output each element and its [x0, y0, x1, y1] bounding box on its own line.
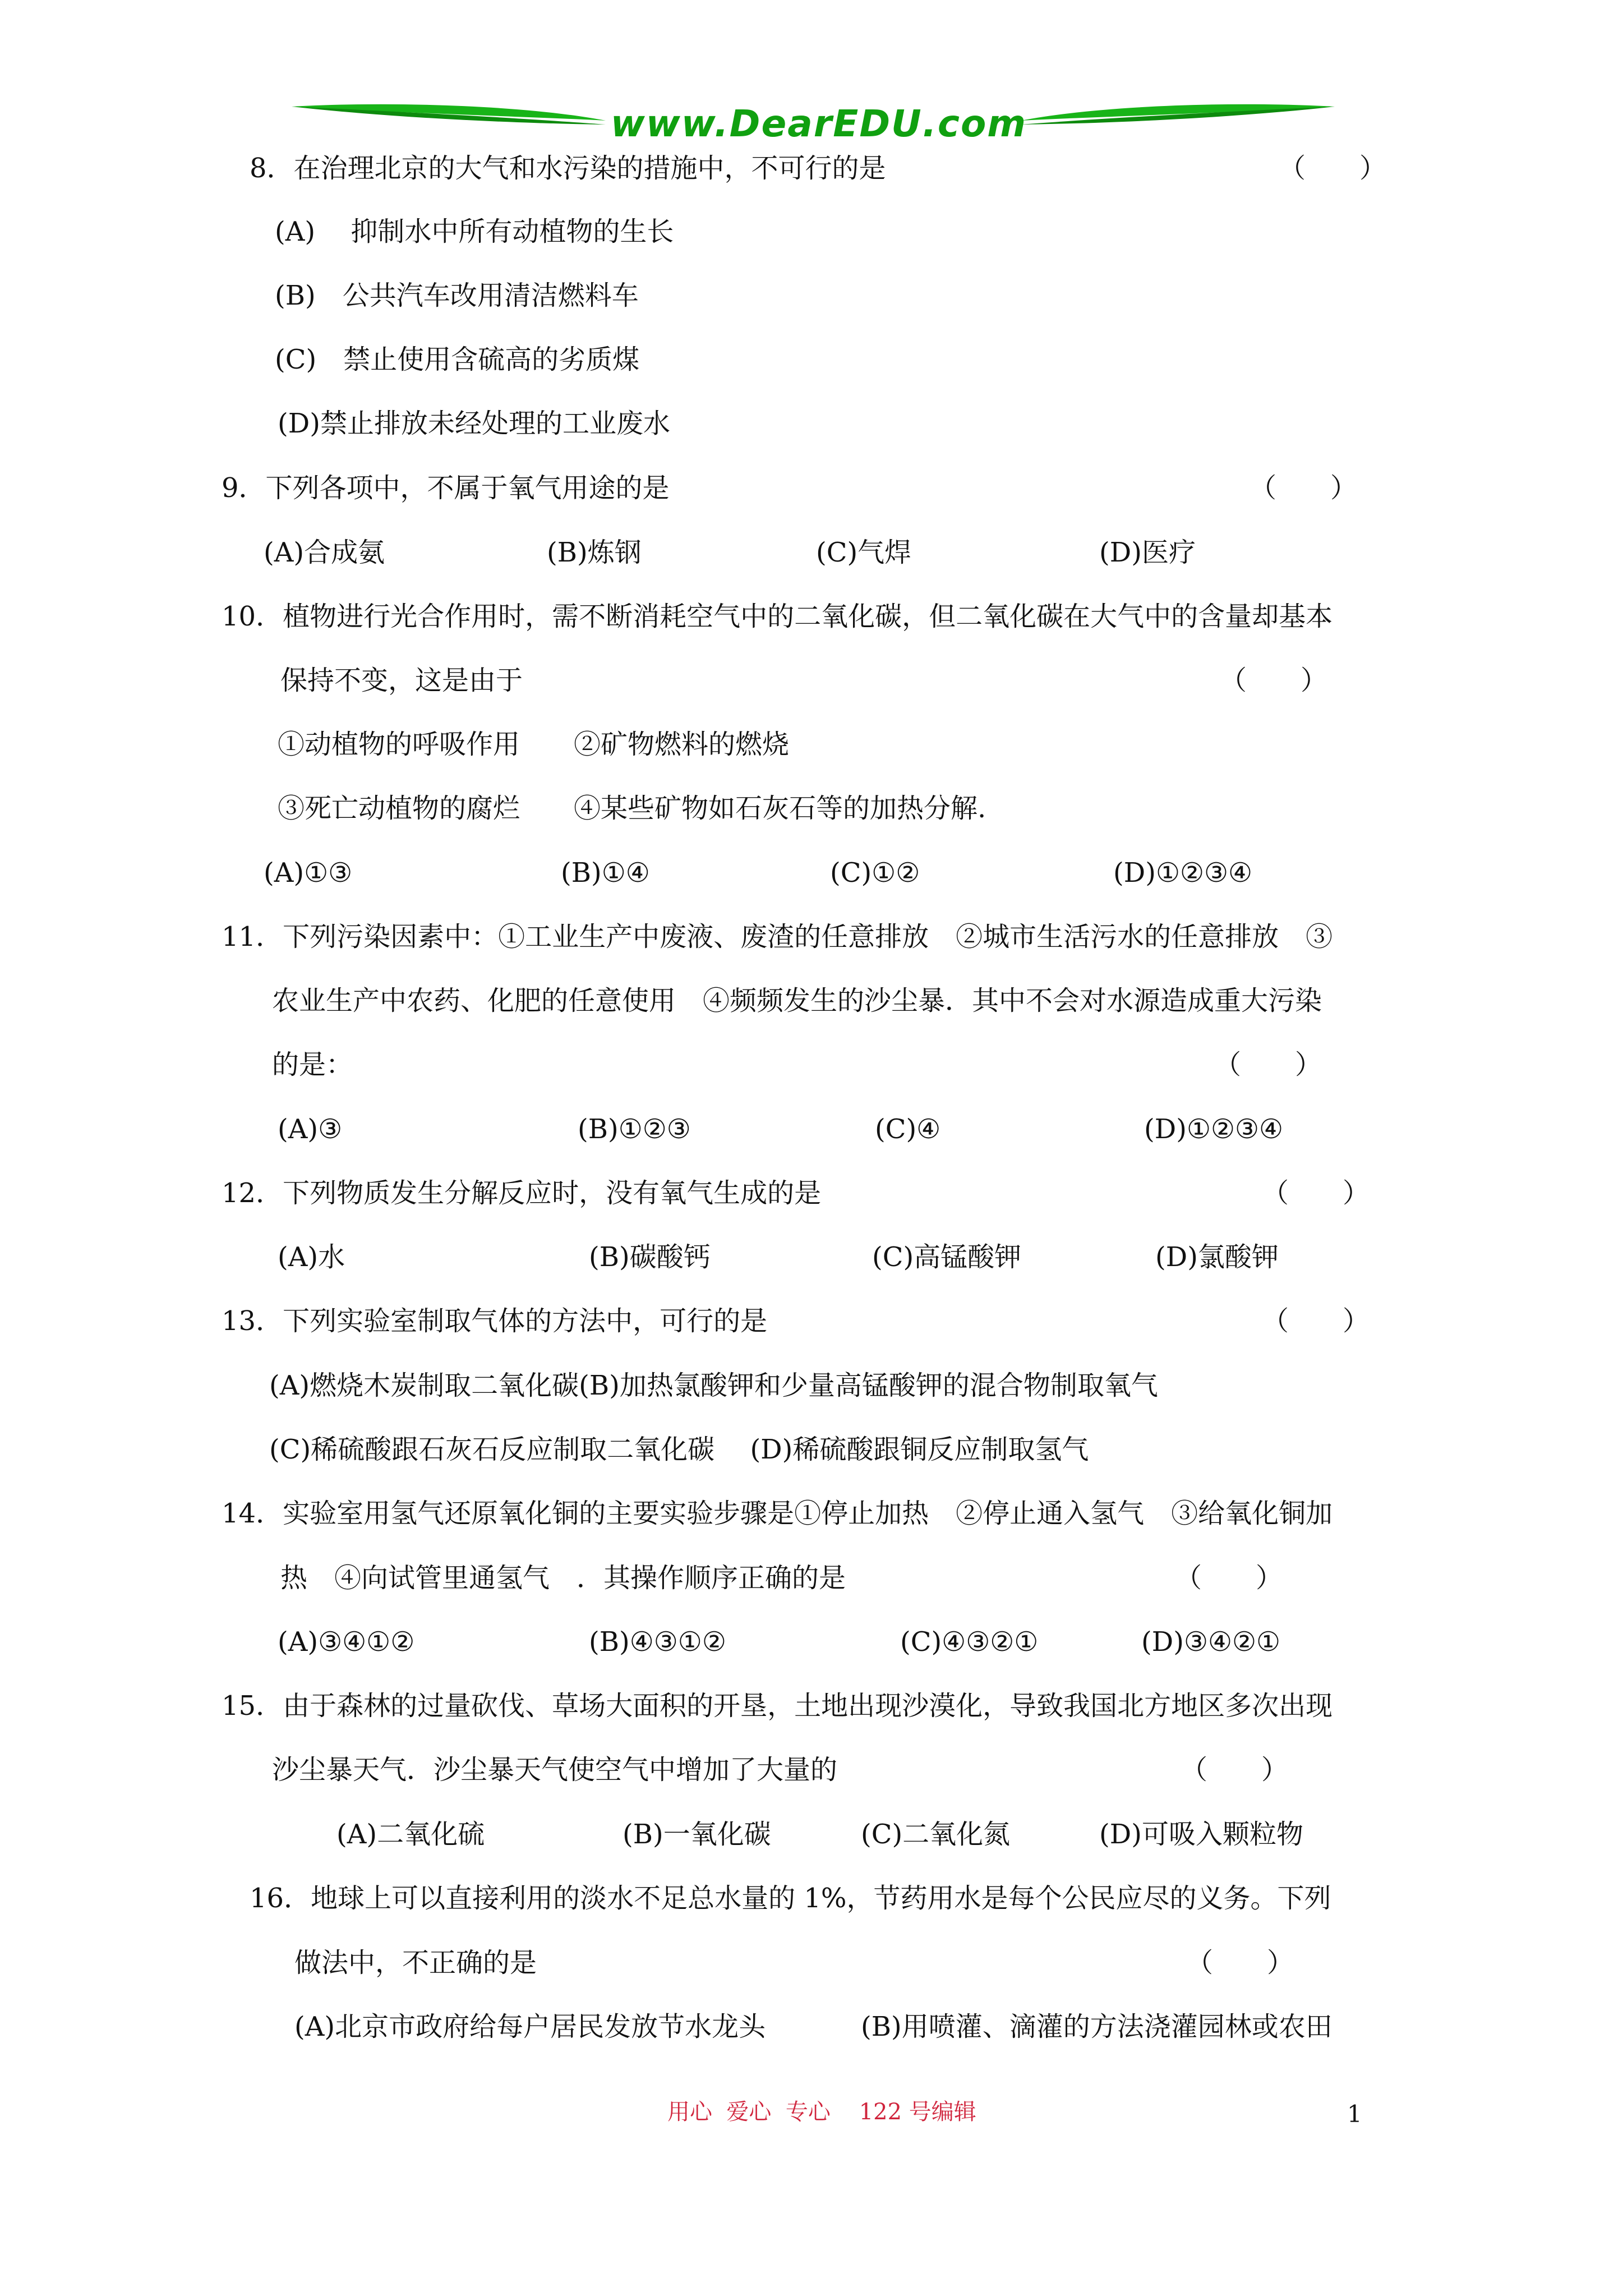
- q15-answer-paren: （ ）: [1181, 1754, 1289, 1786]
- logo-text: www.DearEDU.com: [610, 102, 1027, 145]
- q10-option-d: (D)①②③④: [1113, 857, 1253, 889]
- q14-option-d: (D)③④②①: [1141, 1626, 1281, 1658]
- q9-option-b: (B)炼钢: [547, 537, 642, 568]
- q16-option-a: (A)北京市政府给每户居民发放节水龙头: [294, 2011, 766, 2042]
- q11-option-c: (C)④: [875, 1114, 941, 1145]
- q12-option-c: (C)高锰酸钾: [872, 1241, 1022, 1273]
- q8-answer-paren: （ ）: [1279, 153, 1387, 184]
- q9-options: [264, 536, 1385, 569]
- q16-answer-paren: （ ）: [1186, 1947, 1294, 1978]
- q10-stem-line-2: 保持不变，这是由于: [280, 665, 523, 696]
- q15-stem-line-1: 15．由于森林的过量砍伐、草场大面积的开垦，土地出现沙漠化，导致我国北方地区多次出现: [222, 1690, 1333, 1722]
- q14-option-c: (C)④③②①: [900, 1626, 1039, 1658]
- q10-option-c: (C)①②: [830, 857, 920, 889]
- q10-stem-line-1: 10．植物进行光合作用时，需不断消耗空气中的二氧化碳，但二氧化碳在大气中的含量却基本: [222, 601, 1333, 632]
- footer-text: 用心 爱心 专心 122 号编辑: [667, 2099, 976, 2125]
- q12-option-b: (B)碳酸钙: [589, 1241, 711, 1273]
- q16-stem-line-2: 做法中，不正确的是: [294, 1947, 537, 1978]
- q12-answer-paren: （ ）: [1262, 1177, 1370, 1209]
- q14-stem-line-2: 热 ④向试管里通氢气 ．其操作顺序正确的是: [280, 1562, 846, 1594]
- q14-option-b: (B)④③①②: [589, 1626, 726, 1658]
- q8-option-a: (A) 抑制水中所有动植物的生长: [275, 216, 674, 247]
- q15-option-c: (C)二氧化氮: [861, 1819, 1011, 1850]
- q12-option-a: (A)水: [278, 1241, 345, 1273]
- q8-option-c: (C) 禁止使用含硫高的劣质煤: [275, 344, 640, 375]
- q13-stem: 13．下列实验室制取气体的方法中，可行的是: [222, 1305, 768, 1337]
- q10-options: [264, 856, 1385, 890]
- q10-option-b: (B)①④: [561, 857, 650, 889]
- q14-stem-line-1: 14．实验室用氢气还原氧化铜的主要实验步骤是①停止加热 ②停止通入氢气 ③给氧化铜加: [222, 1498, 1333, 1529]
- q16-option-b: (B)用喷灌、滴灌的方法浇灌园林或农田: [861, 2011, 1332, 2042]
- q11-option-d: (D)①②③④: [1144, 1114, 1284, 1145]
- q16-stem-line-1: 16．地球上可以直接利用的淡水不足总水量的 1%，节药用水是每个公民应尽的义务。下列: [250, 1883, 1331, 1914]
- q15-option-b: (B)一氧化碳: [623, 1819, 771, 1850]
- q11-option-b: (B)①②③: [578, 1114, 691, 1145]
- q11-option-a: (A)③: [278, 1114, 343, 1145]
- q14-options: [278, 1625, 1399, 1659]
- q15-stem-line-2: 沙尘暴天气．沙尘暴天气使空气中增加了大量的: [272, 1754, 838, 1786]
- q15-option-d: (D)可吸入颗粒物: [1099, 1819, 1303, 1850]
- q12-stem: 12．下列物质发生分解反应时，没有氧气生成的是: [222, 1177, 822, 1209]
- q9-option-d: (D)医疗: [1099, 537, 1196, 568]
- q13-options-line-1: (A)燃烧木炭制取二氧化碳(B)加热氯酸钾和少量高锰酸钾的混合物制取氧气: [269, 1370, 1158, 1401]
- q9-option-a: (A)合成氨: [264, 537, 385, 568]
- q10-statement-line-2: ③死亡动植物的腐烂 ④某些矿物如石灰石等的加热分解.: [278, 793, 986, 824]
- q9-answer-paren: （ ）: [1249, 472, 1358, 504]
- q11-answer-paren: （ ）: [1214, 1049, 1322, 1080]
- page-number: 1: [1347, 2100, 1362, 2128]
- q15-options: [336, 1818, 1458, 1851]
- q15-option-a: (A)二氧化硫: [336, 1819, 485, 1850]
- q14-answer-paren: （ ）: [1175, 1562, 1283, 1594]
- q11-options: [278, 1112, 1399, 1146]
- q12-option-d: (D)氯酸钾: [1155, 1241, 1279, 1273]
- q10-statement-line-1: ①动植物的呼吸作用 ②矿物燃料的燃烧: [278, 729, 790, 760]
- q8-option-b: (B) 公共汽车改用清洁燃料车: [275, 280, 639, 311]
- q8-stem: 8．在治理北京的大气和水污染的措施中，不可行的是: [250, 153, 886, 184]
- q16-options: [294, 2010, 1416, 2044]
- q13-answer-paren: （ ）: [1262, 1305, 1370, 1337]
- q10-option-a: (A)①③: [264, 857, 353, 889]
- q11-stem-line-3: 的是：: [272, 1049, 353, 1080]
- q10-answer-paren: （ ）: [1220, 665, 1328, 696]
- header-logo: [292, 90, 1335, 157]
- q9-option-c: (C)气焊: [816, 537, 912, 568]
- q14-option-a: (A)③④①②: [278, 1626, 415, 1658]
- q9-stem: 9．下列各项中，不属于氧气用途的是: [222, 472, 670, 504]
- q12-options: [278, 1240, 1399, 1274]
- q13-options-line-2: (C)稀硫酸跟石灰石反应制取二氧化碳 (D)稀硫酸跟铜反应制取氢气: [269, 1434, 1089, 1465]
- q11-stem-line-1: 11．下列污染因素中：①工业生产中废液、废渣的任意排放 ②城市生活污水的任意排放 ③: [222, 921, 1333, 953]
- q8-option-d: (D)禁止排放未经处理的工业废水: [278, 408, 670, 439]
- q11-stem-line-2: 农业生产中农药、化肥的任意使用 ④频频发生的沙尘暴．其中不会对水源造成重大污染: [272, 985, 1322, 1016]
